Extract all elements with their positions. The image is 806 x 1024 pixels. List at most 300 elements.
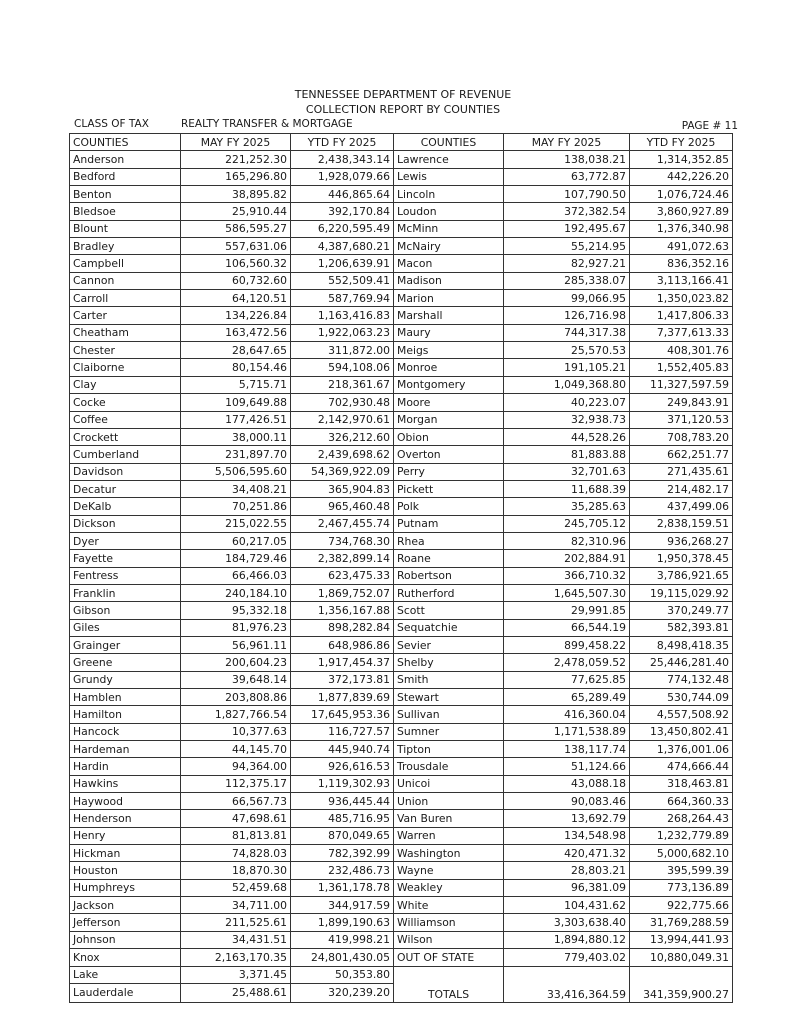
table-row — [70, 879, 733, 896]
county-name: Marion — [394, 290, 504, 307]
ytd-value: 271,435.61 — [630, 463, 733, 480]
ytd-value: 662,251.77 — [630, 446, 733, 463]
table-row — [70, 532, 733, 549]
table-row — [70, 307, 733, 324]
may-value: 18,870.30 — [181, 862, 291, 879]
ytd-value: 1,899,190.63 — [291, 914, 394, 931]
ytd-value: 249,843.91 — [630, 394, 733, 411]
county-name: Hawkins — [70, 775, 181, 792]
may-value: 200,604.23 — [181, 654, 291, 671]
report-title-collection: COLLECTION REPORT BY COUNTIES — [305, 103, 501, 116]
may-value: 126,716.98 — [504, 307, 630, 324]
ytd-value: 408,301.76 — [630, 342, 733, 359]
county-name: Fentress — [70, 567, 181, 584]
county-name: Sullivan — [394, 706, 504, 723]
table-row — [70, 203, 733, 220]
table-row — [70, 671, 733, 688]
county-name: Robertson — [394, 567, 504, 584]
ytd-value: 708,783.20 — [630, 428, 733, 445]
ytd-value: 1,869,752.07 — [291, 584, 394, 601]
may-value: 82,310.96 — [504, 532, 630, 549]
county-name: Sevier — [394, 636, 504, 653]
ytd-value: 1,356,167.88 — [291, 602, 394, 619]
may-value: 221,252.30 — [181, 151, 291, 168]
may-value: 81,883.88 — [504, 446, 630, 463]
county-name: Humphreys — [70, 879, 181, 896]
ytd-value: 372,173.81 — [291, 671, 394, 688]
county-name: Coffee — [70, 411, 181, 428]
county-name: Cannon — [70, 272, 181, 289]
ytd-value: 1,376,340.98 — [630, 220, 733, 237]
ytd-value: 648,986.86 — [291, 636, 394, 653]
may-value: 64,120.51 — [181, 290, 291, 307]
table-row — [70, 463, 733, 480]
may-value: 11,688.39 — [504, 480, 630, 497]
may-value: 32,701.63 — [504, 463, 630, 480]
may-value: 52,459.68 — [181, 879, 291, 896]
county-name: Lewis — [394, 168, 504, 185]
ytd-value: 782,392.99 — [291, 845, 394, 862]
may-value: 211,525.61 — [181, 914, 291, 931]
table-row — [70, 654, 733, 671]
may-value: 81,813.81 — [181, 827, 291, 844]
county-name: Lauderdale — [70, 983, 181, 1002]
ytd-value: 2,142,970.61 — [291, 411, 394, 428]
may-value: 5,506,595.60 — [181, 463, 291, 480]
ytd-value: 2,382,899.14 — [291, 550, 394, 567]
ytd-value: 13,994,441.93 — [630, 931, 733, 948]
ytd-value: 936,268.27 — [630, 532, 733, 549]
class-of-tax-label: CLASS OF TAX — [74, 118, 149, 130]
may-value: 203,808.86 — [181, 689, 291, 706]
table-row — [70, 498, 733, 515]
county-name: Warren — [394, 827, 504, 844]
may-value: 51,124.66 — [504, 758, 630, 775]
totals-ytd: 341,359,900.27 — [630, 966, 733, 1002]
county-name: Rutherford — [394, 584, 504, 601]
may-value: 231,897.70 — [181, 446, 291, 463]
county-name: Hamblen — [70, 689, 181, 706]
table-row — [70, 758, 733, 775]
table-row — [70, 931, 733, 948]
table-row — [70, 636, 733, 653]
ytd-value: 926,616.53 — [291, 758, 394, 775]
ytd-value: 50,353.80 — [291, 966, 394, 983]
county-name: Decatur — [70, 480, 181, 497]
may-value: 47,698.61 — [181, 810, 291, 827]
ytd-value: 773,136.89 — [630, 879, 733, 896]
county-name: Washington — [394, 845, 504, 862]
county-name: Maury — [394, 324, 504, 341]
table-row — [70, 220, 733, 237]
collection-table — [69, 133, 733, 1003]
may-value: 34,711.00 — [181, 897, 291, 914]
ytd-value: 1,361,178.78 — [291, 879, 394, 896]
county-name: Perry — [394, 463, 504, 480]
ytd-value: 31,769,288.59 — [630, 914, 733, 931]
county-name: Shelby — [394, 654, 504, 671]
may-value: 82,927.21 — [504, 255, 630, 272]
ytd-value: 1,232,779.89 — [630, 827, 733, 844]
may-value: 81,976.23 — [181, 619, 291, 636]
county-name: Moore — [394, 394, 504, 411]
may-value: 40,223.07 — [504, 394, 630, 411]
ytd-value: 582,393.81 — [630, 619, 733, 636]
ytd-value: 898,282.84 — [291, 619, 394, 636]
table-row — [70, 272, 733, 289]
table-row — [70, 480, 733, 497]
county-name: Polk — [394, 498, 504, 515]
ytd-value: 218,361.67 — [291, 376, 394, 393]
ytd-value: 19,115,029.92 — [630, 584, 733, 601]
may-value: 779,403.02 — [504, 949, 630, 966]
county-name: McMinn — [394, 220, 504, 237]
county-name: Grainger — [70, 636, 181, 653]
county-name: Dickson — [70, 515, 181, 532]
may-value: 77,625.85 — [504, 671, 630, 688]
may-value: 66,466.03 — [181, 567, 291, 584]
may-value: 107,790.50 — [504, 186, 630, 203]
may-value: 240,184.10 — [181, 584, 291, 601]
ytd-value: 446,865.64 — [291, 186, 394, 203]
may-value: 25,570.53 — [504, 342, 630, 359]
county-name: Roane — [394, 550, 504, 567]
county-name: White — [394, 897, 504, 914]
page-number: PAGE # 11 — [681, 120, 738, 132]
table-row — [70, 446, 733, 463]
county-name: Madison — [394, 272, 504, 289]
ytd-value: 11,327,597.59 — [630, 376, 733, 393]
county-name: Trousdale — [394, 758, 504, 775]
may-value: 34,431.51 — [181, 931, 291, 948]
county-name: Carter — [70, 307, 181, 324]
ytd-value: 922,775.66 — [630, 897, 733, 914]
county-name: Bledsoe — [70, 203, 181, 220]
ytd-value: 10,880,049.31 — [630, 949, 733, 966]
ytd-value: 445,940.74 — [291, 741, 394, 758]
table-row — [70, 290, 733, 307]
county-name: Johnson — [70, 931, 181, 948]
ytd-value: 365,904.83 — [291, 480, 394, 497]
county-name: Jefferson — [70, 914, 181, 931]
ytd-value: 2,467,455.74 — [291, 515, 394, 532]
may-value: 1,894,880.12 — [504, 931, 630, 948]
may-value: 134,548.98 — [504, 827, 630, 844]
table-row — [70, 602, 733, 619]
ytd-value: 1,314,352.85 — [630, 151, 733, 168]
county-name: Giles — [70, 619, 181, 636]
ytd-value: 734,768.30 — [291, 532, 394, 549]
county-name: Bedford — [70, 168, 181, 185]
may-value: 60,732.60 — [181, 272, 291, 289]
may-value: 106,560.32 — [181, 255, 291, 272]
may-value: 191,105.21 — [504, 359, 630, 376]
may-value: 70,251.86 — [181, 498, 291, 515]
ytd-value: 7,377,613.33 — [630, 324, 733, 341]
county-name: Van Buren — [394, 810, 504, 827]
ytd-value: 24,801,430.05 — [291, 949, 394, 966]
ytd-value: 594,108.06 — [291, 359, 394, 376]
county-name: Cumberland — [70, 446, 181, 463]
ytd-value: 936,445.44 — [291, 793, 394, 810]
may-value: 420,471.32 — [504, 845, 630, 862]
may-value: 104,431.62 — [504, 897, 630, 914]
ytd-value: 116,727.57 — [291, 723, 394, 740]
table-row — [70, 619, 733, 636]
may-value: 66,567.73 — [181, 793, 291, 810]
may-value: 44,145.70 — [181, 741, 291, 758]
table-row — [70, 567, 733, 584]
may-value: 215,022.55 — [181, 515, 291, 532]
may-value: 25,488.61 — [181, 983, 291, 1002]
county-name: Grundy — [70, 671, 181, 688]
may-value: 1,645,507.30 — [504, 584, 630, 601]
may-value: 112,375.17 — [181, 775, 291, 792]
class-of-tax-value: REALTY TRANSFER & MORTGAGE — [181, 118, 353, 130]
may-value: 245,705.12 — [504, 515, 630, 532]
may-value: 80,154.46 — [181, 359, 291, 376]
ytd-value: 4,387,680.21 — [291, 238, 394, 255]
may-value: 3,303,638.40 — [504, 914, 630, 931]
county-name: Cheatham — [70, 324, 181, 341]
may-value: 134,226.84 — [181, 307, 291, 324]
may-value: 39,648.14 — [181, 671, 291, 688]
county-name: Hardin — [70, 758, 181, 775]
may-value: 202,884.91 — [504, 550, 630, 567]
header-may-right: MAY FY 2025 — [504, 134, 630, 151]
ytd-value: 6,220,595.49 — [291, 220, 394, 237]
may-value: 25,910.44 — [181, 203, 291, 220]
ytd-value: 1,877,839.69 — [291, 689, 394, 706]
ytd-value: 2,439,698.62 — [291, 446, 394, 463]
may-value: 74,828.03 — [181, 845, 291, 862]
county-name: Meigs — [394, 342, 504, 359]
may-value: 744,317.38 — [504, 324, 630, 341]
county-name: Rhea — [394, 532, 504, 549]
table-row — [70, 914, 733, 931]
county-name: Campbell — [70, 255, 181, 272]
may-value: 90,083.46 — [504, 793, 630, 810]
county-name: Gibson — [70, 602, 181, 619]
table-row — [70, 324, 733, 341]
may-value: 94,364.00 — [181, 758, 291, 775]
table-row — [70, 689, 733, 706]
may-value: 1,049,368.80 — [504, 376, 630, 393]
county-name: Scott — [394, 602, 504, 619]
county-name: Lawrence — [394, 151, 504, 168]
may-value: 63,772.87 — [504, 168, 630, 185]
table-row — [70, 515, 733, 532]
may-value: 35,285.63 — [504, 498, 630, 515]
table-row — [70, 394, 733, 411]
table-row — [70, 949, 733, 966]
table-row — [70, 550, 733, 567]
table-row — [70, 411, 733, 428]
ytd-value: 1,950,378.45 — [630, 550, 733, 567]
table-row — [70, 238, 733, 255]
may-value: 163,472.56 — [181, 324, 291, 341]
ytd-value: 3,860,927.89 — [630, 203, 733, 220]
may-value: 366,710.32 — [504, 567, 630, 584]
header-ytd-right: YTD FY 2025 — [630, 134, 733, 151]
county-name: Houston — [70, 862, 181, 879]
ytd-value: 311,872.00 — [291, 342, 394, 359]
county-name: Pickett — [394, 480, 504, 497]
may-value: 177,426.51 — [181, 411, 291, 428]
county-name: Dyer — [70, 532, 181, 549]
county-name: Stewart — [394, 689, 504, 706]
may-value: 60,217.05 — [181, 532, 291, 549]
may-value: 586,595.27 — [181, 220, 291, 237]
county-name: Lake — [70, 966, 181, 983]
table-row — [70, 827, 733, 844]
county-name: McNairy — [394, 238, 504, 255]
ytd-value: 1,206,639.91 — [291, 255, 394, 272]
may-value: 28,647.65 — [181, 342, 291, 359]
may-value: 138,117.74 — [504, 741, 630, 758]
ytd-value: 437,499.06 — [630, 498, 733, 515]
may-value: 99,066.95 — [504, 290, 630, 307]
county-name: Henderson — [70, 810, 181, 827]
ytd-value: 326,212.60 — [291, 428, 394, 445]
may-value: 2,163,170.35 — [181, 949, 291, 966]
ytd-value: 1,917,454.37 — [291, 654, 394, 671]
table-row — [70, 186, 733, 203]
ytd-value: 1,163,416.83 — [291, 307, 394, 324]
county-name: Overton — [394, 446, 504, 463]
may-value: 65,289.49 — [504, 689, 630, 706]
county-name: Davidson — [70, 463, 181, 480]
county-name: Weakley — [394, 879, 504, 896]
ytd-value: 318,463.81 — [630, 775, 733, 792]
header-counties-right: COUNTIES — [394, 134, 504, 151]
table-row — [70, 255, 733, 272]
may-value: 38,895.82 — [181, 186, 291, 203]
ytd-value: 8,498,418.35 — [630, 636, 733, 653]
ytd-value: 965,460.48 — [291, 498, 394, 515]
table-row — [70, 862, 733, 879]
county-name: Montgomery — [394, 376, 504, 393]
county-name: Sequatchie — [394, 619, 504, 636]
county-name: Morgan — [394, 411, 504, 428]
table-row — [70, 584, 733, 601]
county-name: Benton — [70, 186, 181, 203]
ytd-value: 664,360.33 — [630, 793, 733, 810]
table-row — [70, 966, 733, 983]
table-row — [70, 706, 733, 723]
county-name: Hamilton — [70, 706, 181, 723]
county-name: Anderson — [70, 151, 181, 168]
ytd-value: 232,486.73 — [291, 862, 394, 879]
county-name: Wilson — [394, 931, 504, 948]
ytd-value: 1,417,806.33 — [630, 307, 733, 324]
may-value: 10,377.63 — [181, 723, 291, 740]
may-value: 138,038.21 — [504, 151, 630, 168]
county-name: Tipton — [394, 741, 504, 758]
may-value: 192,495.67 — [504, 220, 630, 237]
county-name: Haywood — [70, 793, 181, 810]
report-title-department: TENNESSEE DEPARTMENT OF REVENUE — [294, 88, 512, 101]
county-name: Henry — [70, 827, 181, 844]
may-value: 899,458.22 — [504, 636, 630, 653]
may-value: 29,991.85 — [504, 602, 630, 619]
county-name: Crockett — [70, 428, 181, 445]
ytd-value: 774,132.48 — [630, 671, 733, 688]
county-name: Williamson — [394, 914, 504, 931]
table-row — [70, 342, 733, 359]
ytd-value: 25,446,281.40 — [630, 654, 733, 671]
county-name: Hancock — [70, 723, 181, 740]
county-name: Blount — [70, 220, 181, 237]
ytd-value: 419,998.21 — [291, 931, 394, 948]
may-value: 285,338.07 — [504, 272, 630, 289]
ytd-value: 552,509.41 — [291, 272, 394, 289]
may-value: 56,961.11 — [181, 636, 291, 653]
ytd-value: 485,716.95 — [291, 810, 394, 827]
may-value: 43,088.18 — [504, 775, 630, 792]
county-name: Claiborne — [70, 359, 181, 376]
ytd-value: 54,369,922.09 — [291, 463, 394, 480]
may-value: 96,381.09 — [504, 879, 630, 896]
ytd-value: 1,922,063.23 — [291, 324, 394, 341]
ytd-value: 870,049.65 — [291, 827, 394, 844]
county-name: Lincoln — [394, 186, 504, 203]
ytd-value: 587,769.94 — [291, 290, 394, 307]
table-header-row — [70, 134, 733, 151]
may-value: 416,360.04 — [504, 706, 630, 723]
ytd-value: 371,120.53 — [630, 411, 733, 428]
table-row — [70, 741, 733, 758]
may-value: 2,478,059.52 — [504, 654, 630, 671]
may-value: 32,938.73 — [504, 411, 630, 428]
may-value: 3,371.45 — [181, 966, 291, 983]
may-value: 1,827,766.54 — [181, 706, 291, 723]
county-name: OUT OF STATE — [394, 949, 504, 966]
table-row — [70, 810, 733, 827]
header-may-left: MAY FY 2025 — [181, 134, 291, 151]
county-name: Smith — [394, 671, 504, 688]
county-name: Greene — [70, 654, 181, 671]
may-value: 109,649.88 — [181, 394, 291, 411]
county-name: Jackson — [70, 897, 181, 914]
table-row — [70, 897, 733, 914]
county-name: Carroll — [70, 290, 181, 307]
may-value: 184,729.46 — [181, 550, 291, 567]
may-value: 372,382.54 — [504, 203, 630, 220]
ytd-value: 13,450,802.41 — [630, 723, 733, 740]
county-name: Franklin — [70, 584, 181, 601]
county-name: Bradley — [70, 238, 181, 255]
may-value: 66,544.19 — [504, 619, 630, 636]
table-body — [70, 151, 733, 1003]
county-name: Cocke — [70, 394, 181, 411]
ytd-value: 3,786,921.65 — [630, 567, 733, 584]
ytd-value: 268,264.43 — [630, 810, 733, 827]
ytd-value: 1,928,079.66 — [291, 168, 394, 185]
may-value: 28,803.21 — [504, 862, 630, 879]
ytd-value: 1,376,001.06 — [630, 741, 733, 758]
totals-label: TOTALS — [394, 966, 504, 1002]
ytd-value: 3,113,166.41 — [630, 272, 733, 289]
table-row — [70, 151, 733, 168]
ytd-value: 836,352.16 — [630, 255, 733, 272]
county-name: Unicoi — [394, 775, 504, 792]
county-name: Hickman — [70, 845, 181, 862]
header-ytd-left: YTD FY 2025 — [291, 134, 394, 151]
table-row — [70, 845, 733, 862]
county-name: DeKalb — [70, 498, 181, 515]
ytd-value: 344,917.59 — [291, 897, 394, 914]
